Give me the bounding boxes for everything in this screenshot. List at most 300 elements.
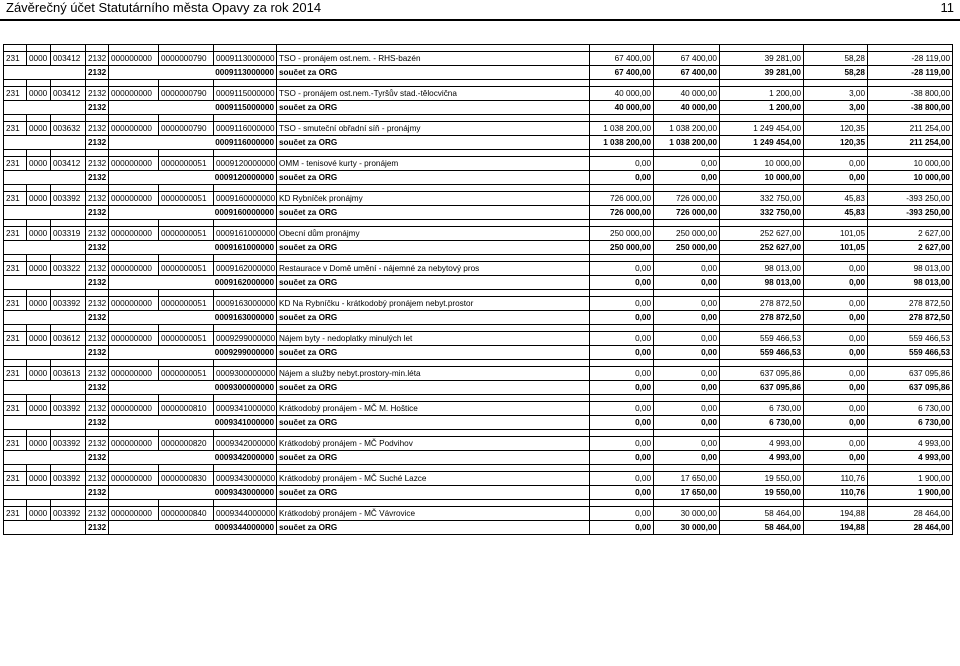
spacer-cell [654, 45, 720, 52]
spacer-cell [868, 185, 953, 192]
sum-org: 0009163000000 [109, 311, 277, 325]
col-pol: 2132 [86, 402, 109, 416]
spacer-cell [868, 430, 953, 437]
col-text: TSO - pronájem ost.nem. - RHS-bazén [277, 52, 590, 66]
sum-upraveny: 0,00 [654, 381, 720, 395]
col-pol: 2132 [86, 52, 109, 66]
col-pol: 2132 [86, 87, 109, 101]
spacer-cell [277, 255, 590, 262]
col-org: 0009161000000 [214, 227, 277, 241]
spacer-cell [277, 395, 590, 402]
row-spacer [4, 185, 953, 192]
sum-row-filler [4, 381, 86, 395]
col-org: 0009113000000 [214, 52, 277, 66]
col-text: Restaurace v Domě umění - nájemné za nebytový pros [277, 262, 590, 276]
spacer-cell [4, 220, 27, 227]
row-spacer [4, 220, 953, 227]
spacer-cell [720, 430, 804, 437]
sum-pol: 2132 [86, 241, 109, 255]
col-procento: 0,00 [804, 262, 868, 276]
col-uz: 0000000790 [159, 52, 214, 66]
col-org: 0009160000000 [214, 192, 277, 206]
sum-label: součet za ORG [277, 241, 590, 255]
spacer-cell [804, 45, 868, 52]
spacer-cell [86, 290, 109, 297]
sum-label: součet za ORG [277, 101, 590, 115]
row-spacer [4, 360, 953, 367]
spacer-cell [86, 80, 109, 87]
spacer-cell [720, 150, 804, 157]
sum-schvaleny: 0,00 [590, 311, 654, 325]
spacer-cell [804, 80, 868, 87]
spacer-cell [804, 465, 868, 472]
spacer-cell [159, 150, 214, 157]
spacer-cell [4, 465, 27, 472]
spacer-cell [86, 255, 109, 262]
table-row [4, 122, 953, 136]
spacer-cell [277, 325, 590, 332]
sum-rozdil: -393 250,00 [868, 206, 953, 220]
table-sum-row [4, 416, 953, 430]
spacer-cell [51, 360, 86, 367]
col-para: 0000 [27, 227, 51, 241]
col-pol: 2132 [86, 472, 109, 486]
sum-org: 0009160000000 [109, 206, 277, 220]
spacer-cell [214, 150, 277, 157]
sum-org: 0009341000000 [109, 416, 277, 430]
col-rozdil: 28 464,00 [868, 507, 953, 521]
col-upraveny: 0,00 [654, 262, 720, 276]
col-skutecnost: 332 750,00 [720, 192, 804, 206]
spacer-cell [4, 185, 27, 192]
col-para: 0000 [27, 367, 51, 381]
col-upraveny: 726 000,00 [654, 192, 720, 206]
col-zj: 000000000 [109, 332, 159, 346]
col-uz: 0000000051 [159, 332, 214, 346]
col-org: 0009116000000 [214, 122, 277, 136]
table-sum-row [4, 486, 953, 500]
sum-rozdil: 559 466,53 [868, 346, 953, 360]
spacer-cell [277, 150, 590, 157]
sum-pol: 2132 [86, 311, 109, 325]
sum-upraveny: 250 000,00 [654, 241, 720, 255]
spacer-cell [109, 325, 159, 332]
col-odpa: 003392 [51, 192, 86, 206]
spacer-cell [109, 150, 159, 157]
table-row [4, 87, 953, 101]
spacer-cell [720, 465, 804, 472]
col-kap: 231 [4, 87, 27, 101]
spacer-cell [159, 360, 214, 367]
spacer-cell [27, 255, 51, 262]
sum-rozdil: -38 800,00 [868, 101, 953, 115]
sum-rozdil: 10 000,00 [868, 171, 953, 185]
sum-pol: 2132 [86, 451, 109, 465]
spacer-cell [654, 150, 720, 157]
col-uz: 0000000810 [159, 402, 214, 416]
col-rozdil: 98 013,00 [868, 262, 953, 276]
spacer-cell [720, 185, 804, 192]
col-zj: 000000000 [109, 472, 159, 486]
spacer-cell [109, 220, 159, 227]
col-rozdil: 1 900,00 [868, 472, 953, 486]
col-text: Krátkodobý pronájem - MČ Suché Lazce [277, 472, 590, 486]
table-sum-row [4, 381, 953, 395]
spacer-cell [109, 255, 159, 262]
sum-row-filler [4, 276, 86, 290]
row-spacer [4, 325, 953, 332]
spacer-cell [654, 290, 720, 297]
spacer-cell [720, 290, 804, 297]
sum-org: 0009344000000 [109, 521, 277, 535]
sum-label: součet za ORG [277, 486, 590, 500]
sum-skutecnost: 39 281,00 [720, 66, 804, 80]
sum-schvaleny: 726 000,00 [590, 206, 654, 220]
spacer-cell [109, 185, 159, 192]
col-zj: 000000000 [109, 122, 159, 136]
spacer-cell [159, 255, 214, 262]
sum-procento: 45,83 [804, 206, 868, 220]
spacer-cell [804, 220, 868, 227]
spacer-cell [590, 500, 654, 507]
col-uz: 0000000840 [159, 507, 214, 521]
col-text: Krátkodobý pronájem - MČ Podvihov [277, 437, 590, 451]
sum-rozdil: 211 254,00 [868, 136, 953, 150]
col-zj: 000000000 [109, 192, 159, 206]
spacer-cell [804, 325, 868, 332]
sum-schvaleny: 40 000,00 [590, 101, 654, 115]
spacer-cell [804, 395, 868, 402]
col-para: 0000 [27, 122, 51, 136]
spacer-cell [214, 45, 277, 52]
spacer-cell [4, 80, 27, 87]
spacer-cell [86, 45, 109, 52]
col-uz: 0000000051 [159, 367, 214, 381]
col-schvaleny: 0,00 [590, 157, 654, 171]
spacer-cell [720, 115, 804, 122]
sum-upraveny: 0,00 [654, 416, 720, 430]
col-text: TSO - pronájem ost.nem.-Tyršův stad.-tělocvična [277, 87, 590, 101]
spacer-cell [868, 465, 953, 472]
col-zj: 000000000 [109, 87, 159, 101]
row-spacer [4, 255, 953, 262]
sum-schvaleny: 0,00 [590, 346, 654, 360]
col-para: 0000 [27, 472, 51, 486]
spacer-cell [4, 45, 27, 52]
spacer-cell [51, 80, 86, 87]
col-upraveny: 0,00 [654, 437, 720, 451]
col-zj: 000000000 [109, 437, 159, 451]
col-procento: 58,28 [804, 52, 868, 66]
spacer-cell [27, 290, 51, 297]
table-sum-row [4, 451, 953, 465]
table-row [4, 192, 953, 206]
spacer-cell [590, 325, 654, 332]
col-kap: 231 [4, 227, 27, 241]
col-rozdil: -393 250,00 [868, 192, 953, 206]
col-text: KD Na Rybníčku - krátkodobý pronájem nebyt.prostor [277, 297, 590, 311]
col-odpa: 003392 [51, 507, 86, 521]
spacer-cell [214, 325, 277, 332]
spacer-cell [590, 115, 654, 122]
sum-label: součet za ORG [277, 276, 590, 290]
spacer-cell [4, 500, 27, 507]
col-text: Nájem byty - nedoplatky minulých let [277, 332, 590, 346]
col-zj: 000000000 [109, 367, 159, 381]
spacer-cell [277, 500, 590, 507]
col-pol: 2132 [86, 437, 109, 451]
col-uz: 0000000051 [159, 192, 214, 206]
col-skutecnost: 39 281,00 [720, 52, 804, 66]
spacer-cell [109, 465, 159, 472]
col-org: 0009344000000 [214, 507, 277, 521]
sum-org: 0009343000000 [109, 486, 277, 500]
sum-procento: 3,00 [804, 101, 868, 115]
sum-label: součet za ORG [277, 381, 590, 395]
sum-org: 0009116000000 [109, 136, 277, 150]
spacer-cell [109, 360, 159, 367]
col-pol: 2132 [86, 157, 109, 171]
col-procento: 0,00 [804, 437, 868, 451]
table-row [4, 52, 953, 66]
col-odpa: 003322 [51, 262, 86, 276]
col-text: Nájem a služby nebyt.prostory-min.léta [277, 367, 590, 381]
table-row [4, 367, 953, 381]
sum-row-filler [4, 416, 86, 430]
table-sum-row [4, 206, 953, 220]
spacer-cell [159, 500, 214, 507]
spacer-cell [86, 185, 109, 192]
col-text: Krátkodobý pronájem - MČ M. Hoštice [277, 402, 590, 416]
spacer-cell [868, 115, 953, 122]
col-uz: 0000000820 [159, 437, 214, 451]
sum-pol: 2132 [86, 486, 109, 500]
sum-label: součet za ORG [277, 346, 590, 360]
col-skutecnost: 278 872,50 [720, 297, 804, 311]
spacer-cell [654, 115, 720, 122]
sum-rozdil: 28 464,00 [868, 521, 953, 535]
spacer-cell [86, 150, 109, 157]
spacer-cell [277, 115, 590, 122]
spacer-cell [590, 395, 654, 402]
col-odpa: 003612 [51, 332, 86, 346]
table-row [4, 262, 953, 276]
sum-org: 0009113000000 [109, 66, 277, 80]
sum-label: součet za ORG [277, 66, 590, 80]
col-kap: 231 [4, 332, 27, 346]
col-schvaleny: 67 400,00 [590, 52, 654, 66]
col-pol: 2132 [86, 367, 109, 381]
col-rozdil: 6 730,00 [868, 402, 953, 416]
spacer-cell [109, 45, 159, 52]
spacer-cell [86, 360, 109, 367]
col-text: TSO - smuteční obřadní síň - pronájmy [277, 122, 590, 136]
col-procento: 0,00 [804, 367, 868, 381]
spacer-cell [868, 80, 953, 87]
col-procento: 45,83 [804, 192, 868, 206]
col-zj: 000000000 [109, 52, 159, 66]
col-schvaleny: 0,00 [590, 472, 654, 486]
row-spacer [4, 115, 953, 122]
table-sum-row [4, 171, 953, 185]
sum-row-filler [4, 241, 86, 255]
col-kap: 231 [4, 367, 27, 381]
spacer-cell [51, 465, 86, 472]
sum-org: 0009161000000 [109, 241, 277, 255]
col-schvaleny: 250 000,00 [590, 227, 654, 241]
spacer-cell [27, 185, 51, 192]
col-rozdil: 637 095,86 [868, 367, 953, 381]
col-kap: 231 [4, 472, 27, 486]
spacer-cell [804, 360, 868, 367]
spacer-cell [277, 185, 590, 192]
spacer-cell [51, 150, 86, 157]
col-pol: 2132 [86, 297, 109, 311]
col-org: 0009115000000 [214, 87, 277, 101]
spacer-cell [86, 500, 109, 507]
spacer-cell [109, 500, 159, 507]
spacer-cell [720, 80, 804, 87]
spacer-cell [109, 395, 159, 402]
spacer-cell [51, 430, 86, 437]
col-text: KD Rybníček pronájmy [277, 192, 590, 206]
spacer-cell [4, 395, 27, 402]
col-kap: 231 [4, 507, 27, 521]
col-upraveny: 67 400,00 [654, 52, 720, 66]
sum-org: 0009300000000 [109, 381, 277, 395]
col-schvaleny: 40 000,00 [590, 87, 654, 101]
row-spacer [4, 45, 953, 52]
spacer-cell [86, 115, 109, 122]
sum-pol: 2132 [86, 521, 109, 535]
col-schvaleny: 0,00 [590, 402, 654, 416]
spacer-cell [590, 185, 654, 192]
col-para: 0000 [27, 192, 51, 206]
col-pol: 2132 [86, 332, 109, 346]
table-sum-row [4, 311, 953, 325]
sum-upraveny: 17 650,00 [654, 486, 720, 500]
col-rozdil: 10 000,00 [868, 157, 953, 171]
spacer-cell [277, 430, 590, 437]
col-zj: 000000000 [109, 297, 159, 311]
spacer-cell [27, 360, 51, 367]
sum-label: součet za ORG [277, 136, 590, 150]
col-skutecnost: 98 013,00 [720, 262, 804, 276]
spacer-cell [590, 45, 654, 52]
spacer-cell [654, 185, 720, 192]
col-kap: 231 [4, 122, 27, 136]
spacer-cell [654, 220, 720, 227]
col-odpa: 003392 [51, 437, 86, 451]
col-schvaleny: 0,00 [590, 437, 654, 451]
col-odpa: 003613 [51, 367, 86, 381]
col-odpa: 003319 [51, 227, 86, 241]
sum-row-filler [4, 171, 86, 185]
sum-rozdil: 278 872,50 [868, 311, 953, 325]
sum-skutecnost: 10 000,00 [720, 171, 804, 185]
sum-procento: 0,00 [804, 416, 868, 430]
col-para: 0000 [27, 157, 51, 171]
sum-rozdil: 98 013,00 [868, 276, 953, 290]
table-sum-row [4, 66, 953, 80]
spacer-cell [86, 465, 109, 472]
row-spacer [4, 80, 953, 87]
page-number: 11 [940, 0, 954, 15]
col-zj: 000000000 [109, 227, 159, 241]
spacer-cell [4, 325, 27, 332]
spacer-cell [27, 325, 51, 332]
spacer-cell [159, 430, 214, 437]
sum-label: součet za ORG [277, 451, 590, 465]
sum-procento: 0,00 [804, 171, 868, 185]
col-schvaleny: 0,00 [590, 332, 654, 346]
spacer-cell [86, 430, 109, 437]
col-uz: 0000000051 [159, 262, 214, 276]
sum-skutecnost: 252 627,00 [720, 241, 804, 255]
spacer-cell [214, 185, 277, 192]
col-odpa: 003392 [51, 402, 86, 416]
spacer-cell [214, 500, 277, 507]
sum-label: součet za ORG [277, 521, 590, 535]
col-para: 0000 [27, 262, 51, 276]
sum-skutecnost: 332 750,00 [720, 206, 804, 220]
sum-upraveny: 0,00 [654, 311, 720, 325]
spacer-cell [159, 45, 214, 52]
col-pol: 2132 [86, 122, 109, 136]
spacer-cell [590, 465, 654, 472]
spacer-cell [51, 290, 86, 297]
sum-schvaleny: 0,00 [590, 416, 654, 430]
sum-schvaleny: 0,00 [590, 171, 654, 185]
spacer-cell [27, 150, 51, 157]
col-procento: 194,88 [804, 507, 868, 521]
spacer-cell [277, 360, 590, 367]
spacer-cell [159, 185, 214, 192]
spacer-cell [214, 360, 277, 367]
sum-rozdil: 4 993,00 [868, 451, 953, 465]
table-row [4, 437, 953, 451]
sum-upraveny: 0,00 [654, 346, 720, 360]
col-para: 0000 [27, 437, 51, 451]
col-schvaleny: 0,00 [590, 507, 654, 521]
sum-schvaleny: 0,00 [590, 276, 654, 290]
spacer-cell [27, 115, 51, 122]
col-para: 0000 [27, 332, 51, 346]
spacer-cell [109, 80, 159, 87]
col-schvaleny: 726 000,00 [590, 192, 654, 206]
spacer-cell [51, 45, 86, 52]
spacer-cell [4, 255, 27, 262]
sum-procento: 120,35 [804, 136, 868, 150]
col-skutecnost: 637 095,86 [720, 367, 804, 381]
col-uz: 0000000830 [159, 472, 214, 486]
spacer-cell [214, 395, 277, 402]
sum-org: 0009299000000 [109, 346, 277, 360]
col-uz: 0000000051 [159, 157, 214, 171]
sum-procento: 0,00 [804, 346, 868, 360]
spacer-cell [804, 255, 868, 262]
col-org: 0009343000000 [214, 472, 277, 486]
col-upraveny: 0,00 [654, 332, 720, 346]
spacer-cell [720, 325, 804, 332]
sum-skutecnost: 19 550,00 [720, 486, 804, 500]
spacer-cell [804, 500, 868, 507]
table-sum-row [4, 136, 953, 150]
col-kap: 231 [4, 157, 27, 171]
sum-skutecnost: 278 872,50 [720, 311, 804, 325]
col-rozdil: -28 119,00 [868, 52, 953, 66]
spacer-cell [590, 290, 654, 297]
